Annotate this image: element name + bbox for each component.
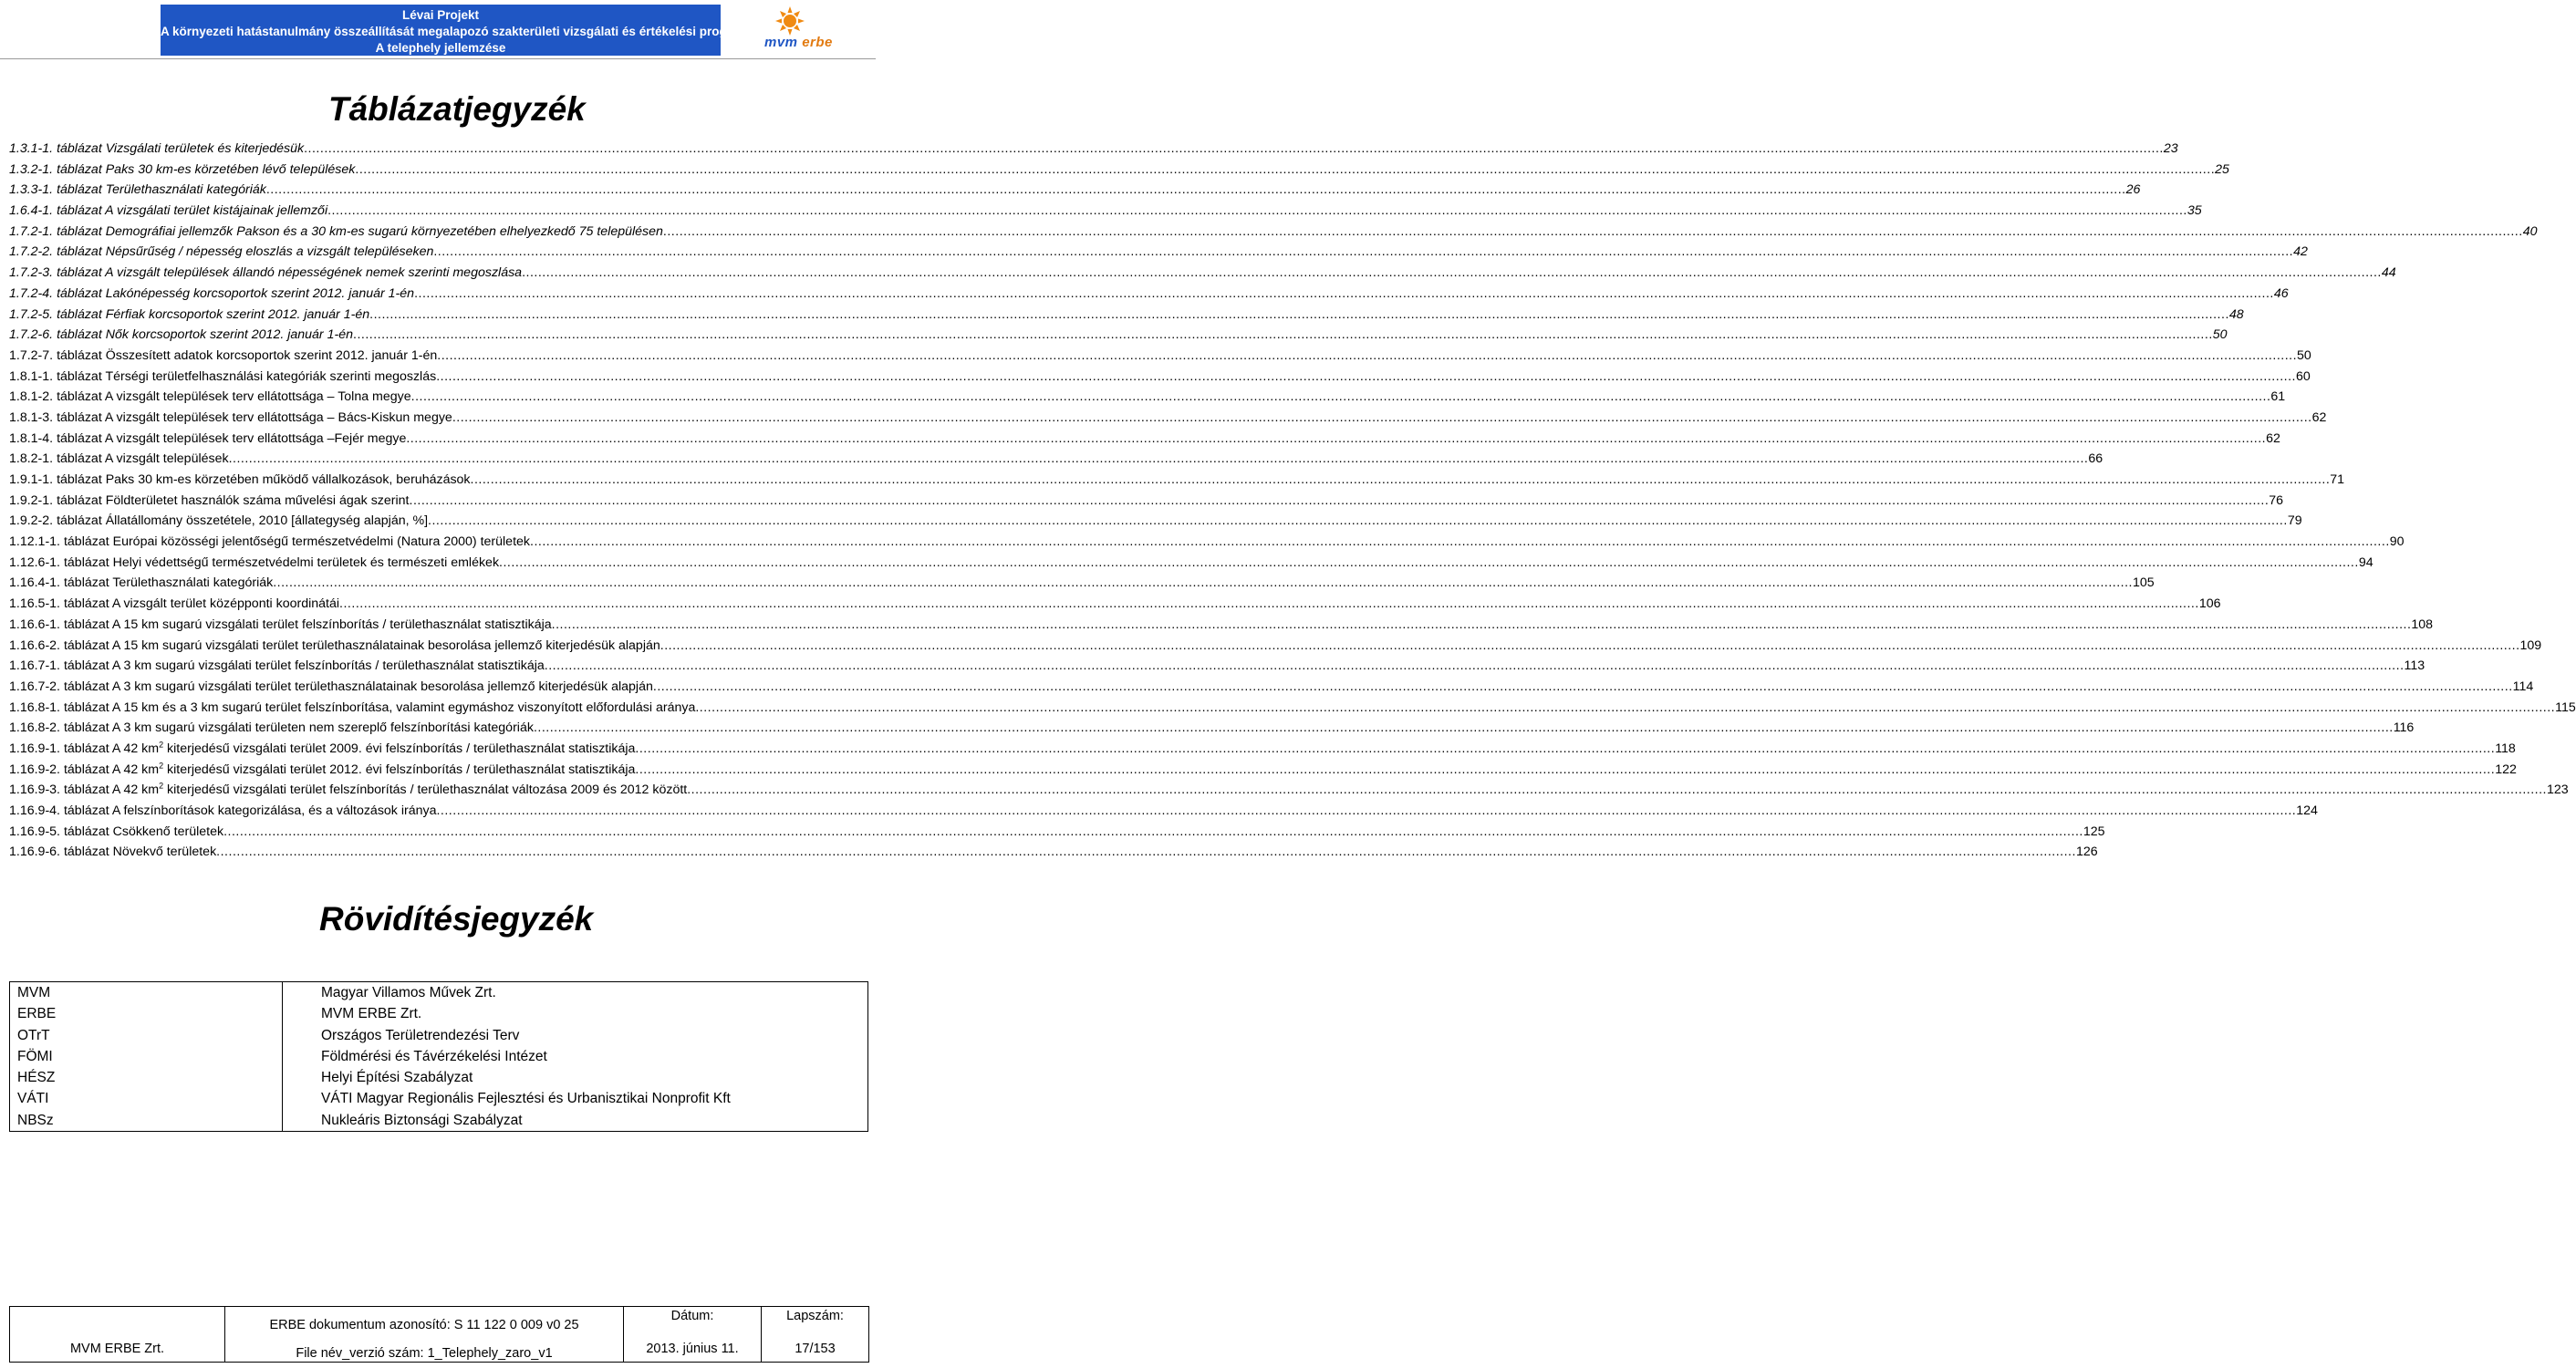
- toc-page-number: 48: [2228, 306, 2244, 322]
- toc-leader-dots: [545, 656, 2405, 677]
- toc-page-number: 108: [2411, 617, 2434, 632]
- toc-entry-text: [9, 718, 534, 739]
- toc-entry-caption: táblázat A 15 km sugarú vizsgálati terület területhasználatainak besorolása jellemző kiterjedésük alapján: [63, 637, 660, 653]
- toc-entry-caption: táblázat Térségi területfelhasználási kategóriák szerinti megoszlás: [57, 368, 437, 384]
- toc-entry-number: 1.8.1-1.: [9, 368, 54, 384]
- toc-leader-dots: [471, 470, 2331, 491]
- toc-entry-text: [9, 470, 471, 491]
- toc-entry-caption: táblázat Népsűrűség / népesség eloszlás a vizsgált településeken: [57, 244, 434, 260]
- toc-page-number: 114: [2512, 679, 2534, 694]
- toc-leader-dots: [355, 160, 2215, 181]
- toc-entry-caption: táblázat A 3 km sugarú vizsgálati terület felszínborítás / területhasználat statisztikája: [63, 658, 545, 674]
- toc-entry-number: 1.16.9-4.: [9, 803, 61, 818]
- toc-page-number: 126: [2075, 845, 2098, 860]
- toc-page-number: 122: [2495, 762, 2517, 777]
- toc-entry[interactable]: [9, 573, 2155, 594]
- toc-entry-text: [9, 284, 414, 305]
- header-subtitle: A környezeti hatástanulmány összeállítását megalapozó szakterületi vizsgálati és értékelési programok: [161, 25, 764, 38]
- logo-text: [764, 35, 833, 50]
- toc-entry[interactable]: [9, 801, 2318, 822]
- abbreviation-meaning: Nukleáris Biztonsági Szabályzat: [321, 1112, 523, 1128]
- toc-entry-number: 1.16.9-3.: [9, 782, 61, 798]
- toc-entry-text: [9, 573, 273, 594]
- toc-entry-caption: táblázat Paks 30 km-es körzetében működő vállalkozások, beruházások: [57, 472, 471, 487]
- toc-entry-caption: táblázat Férfiak korcsoportok szerint 2012. január 1-én: [57, 306, 370, 322]
- toc-entry-caption: táblázat Növekvő területek: [63, 845, 217, 860]
- toc-entry-caption: táblázat Paks 30 km-es körzetében lévő települések: [57, 161, 356, 177]
- footer-page-cell: [762, 1307, 869, 1363]
- toc-leader-dots: [653, 677, 2513, 698]
- toc-leader-dots: [687, 780, 2547, 801]
- toc-entry-text: [9, 305, 369, 326]
- toc-page-number: 50: [2212, 327, 2228, 343]
- abbreviation: ERBE: [17, 1006, 57, 1022]
- abbreviation: OTrT: [17, 1027, 50, 1043]
- toc-entry[interactable]: [9, 284, 2289, 305]
- toc-entry-number: 1.6.4-1.: [9, 203, 54, 219]
- toc-entry-caption: táblázat A 15 km és a 3 km sugarú terület felszínborítása, valamint egymáshoz viszonyított előfordulási aránya: [63, 700, 696, 715]
- toc-leader-dots: [452, 408, 2312, 429]
- toc-entry-text: [9, 677, 653, 698]
- toc-page-number: 35: [2186, 203, 2202, 219]
- toc-leader-dots: [353, 325, 2213, 346]
- toc-leader-dots: [635, 760, 2495, 781]
- toc-entry-caption-rest: kiterjedésű vizsgálati terület 2012. évi felszínborítás / területhasználat statisztikája: [163, 762, 636, 777]
- toc-leader-dots: [229, 449, 2089, 470]
- toc-page-number: 106: [2198, 596, 2221, 612]
- abbreviation-meaning: Országos Területrendezési Terv: [321, 1027, 520, 1043]
- toc-entry-number: 1.16.7-1.: [9, 658, 61, 674]
- toc-page-number: 123: [2547, 782, 2569, 798]
- toc-entry[interactable]: [9, 491, 2284, 512]
- toc-entry-text: [9, 801, 436, 822]
- toc-entry-caption: táblázat Földterületet használók száma művelési ágak szerint: [57, 492, 410, 508]
- toc-page-number: 113: [2404, 658, 2425, 674]
- abbreviation-meaning: Földmérési és Távérzékelési Intézet: [321, 1048, 547, 1064]
- toc-page-number: 79: [2287, 513, 2302, 529]
- abbreviation: MVM: [17, 985, 51, 1000]
- toc-entry-caption: táblázat A 42 km: [63, 782, 160, 798]
- footer-company-cell: [10, 1307, 225, 1363]
- toc-entry-number: 1.12.6-1.: [9, 554, 61, 570]
- toc-page-number: 116: [2393, 720, 2415, 736]
- toc-entry-caption: táblázat Területhasználati kategóriák: [57, 182, 266, 198]
- toc-entry-number: 1.16.5-1.: [9, 596, 61, 612]
- toc-leader-dots: [216, 842, 2076, 863]
- toc-entry[interactable]: [9, 222, 2538, 243]
- toc-entry[interactable]: [9, 842, 2098, 863]
- toc-entry-number: 1.9.2-1.: [9, 492, 54, 508]
- toc-entry-superscript: 2: [159, 781, 164, 791]
- footer-date: 2013. június 11.: [646, 1342, 739, 1356]
- toc-entry-number: 1.8.2-1.: [9, 451, 54, 467]
- toc-page-number: 61: [2270, 389, 2286, 405]
- toc-entry-number: 1.7.2-1.: [9, 223, 54, 239]
- toc-leader-dots: [660, 636, 2520, 657]
- toc-leader-dots: [273, 573, 2133, 594]
- toc-entry-caption: táblázat A vizsgált települések: [57, 451, 229, 467]
- toc-page-number: 25: [2215, 161, 2229, 177]
- toc-entry-number: 1.16.8-2.: [9, 720, 61, 736]
- footer-company: MVM ERBE Zrt.: [69, 1342, 165, 1356]
- toc-entry[interactable]: [9, 532, 2405, 553]
- footer-doc-id: ERBE dokumentum azonosító: S 11 122 0 009 v0 25: [269, 1318, 579, 1332]
- toc-entry-number: 1.16.9-1.: [9, 741, 61, 756]
- toc-entry-text: [9, 429, 406, 450]
- toc-entry-text: [9, 325, 353, 346]
- abbreviations-table: [9, 981, 868, 1132]
- toc-leader-dots: [428, 511, 2288, 532]
- toc-entry-text: [9, 263, 522, 284]
- toc-entry-number: 1.16.4-1.: [9, 575, 61, 591]
- toc-leader-dots: [410, 491, 2270, 512]
- toc-leader-dots: [530, 532, 2390, 553]
- toc-page-number: 60: [2295, 368, 2311, 384]
- toc-entry-number: 1.8.1-4.: [9, 430, 54, 446]
- toc-entry-caption: táblázat A 3 km sugarú vizsgálati terület területhasználatainak besorolása jellemző kiterjedésük alapján: [63, 679, 653, 694]
- toc-entry-text: [9, 636, 660, 657]
- toc-leader-dots: [266, 180, 2126, 201]
- toc-leader-dots: [522, 263, 2382, 284]
- toc-title: Táblázatjegyzék: [328, 90, 586, 128]
- toc-entry[interactable]: [9, 139, 2178, 160]
- toc-entry-caption: táblázat A 42 km: [63, 741, 160, 756]
- toc-entry[interactable]: [9, 636, 2542, 657]
- abbreviation: FÖMI: [17, 1048, 53, 1064]
- toc-entry-superscript: 2: [159, 740, 164, 750]
- toc-entry-caption: táblázat A 42 km: [63, 762, 160, 777]
- toc-entry-caption: táblázat Nők korcsoportok szerint 2012. január 1-én: [57, 327, 353, 343]
- table-of-tables: [9, 139, 2576, 863]
- toc-leader-dots: [414, 284, 2274, 305]
- toc-entry[interactable]: [9, 387, 2286, 408]
- toc-leader-dots: [433, 242, 2293, 263]
- toc-entry-caption: táblázat A 15 km sugarú vizsgálati terület felszínborítás / területhasználat statisztikája: [63, 617, 552, 632]
- toc-entry[interactable]: [9, 201, 2202, 222]
- toc-leader-dots: [369, 305, 2229, 326]
- footer-doc-cell: [225, 1307, 624, 1363]
- toc-entry[interactable]: [9, 698, 2576, 719]
- toc-leader-dots: [327, 201, 2187, 222]
- toc-page-number: 94: [2358, 554, 2373, 570]
- toc-entry[interactable]: [9, 346, 2311, 367]
- toc-leader-dots: [223, 822, 2083, 843]
- toc-page-number: 50: [2297, 347, 2311, 363]
- toc-entry[interactable]: [9, 656, 2425, 677]
- mvm-erbe-logo: [755, 5, 847, 55]
- toc-entry-number: 1.16.9-6.: [9, 845, 61, 860]
- toc-entry[interactable]: [9, 553, 2373, 574]
- toc-leader-dots: [437, 346, 2297, 367]
- toc-entry-text: [9, 491, 410, 512]
- toc-page-number: 62: [2311, 409, 2327, 425]
- toc-entry[interactable]: [9, 718, 2415, 739]
- toc-entry-number: 1.7.2-7.: [9, 347, 54, 363]
- abbreviation: VÁTI: [17, 1091, 49, 1107]
- toc-entry[interactable]: [9, 242, 2308, 263]
- toc-entry-text: [9, 656, 545, 677]
- abbreviation-keys: [10, 982, 283, 1132]
- toc-page-number: 40: [2522, 223, 2538, 239]
- toc-entry-caption: táblázat A vizsgálati terület kistájainak jellemzői: [57, 203, 328, 219]
- toc-entry[interactable]: [9, 780, 2569, 801]
- toc-entry-number: 1.3.3-1.: [9, 182, 54, 198]
- toc-entry-number: 1.12.1-1.: [9, 534, 61, 550]
- toc-entry-text: [9, 222, 663, 243]
- toc-page-number: 23: [2163, 141, 2178, 156]
- toc-leader-dots: [534, 718, 2394, 739]
- abbreviation: HÉSZ: [17, 1070, 56, 1086]
- toc-entry[interactable]: [9, 367, 2311, 388]
- toc-entry-number: 1.7.2-6.: [9, 327, 54, 343]
- toc-entry-caption: táblázat Csökkenő területek: [63, 824, 224, 839]
- toc-entry[interactable]: [9, 739, 2516, 760]
- toc-entry-caption-rest: kiterjedésű vizsgálati terület felszínborítás / területhasználat változása 2009 és 2012 között: [163, 782, 688, 798]
- page-header: [0, 0, 876, 59]
- toc-entry-caption: táblázat Helyi védettségű természetvédelmi területek és természeti emlékek: [63, 554, 500, 570]
- toc-entry-text: [9, 760, 635, 781]
- toc-entry-number: 1.16.9-2.: [9, 762, 61, 777]
- toc-entry-caption: táblázat Európai közösségi jelentőségű természetvédelmi (Natura 2000) területek: [63, 534, 530, 550]
- toc-entry-caption: táblázat A vizsgált terület középponti koordinátái: [63, 596, 340, 612]
- toc-entry-text: [9, 842, 216, 863]
- toc-entry-text: [9, 387, 411, 408]
- toc-page-number: 105: [2132, 575, 2155, 591]
- toc-entry-text: [9, 822, 223, 843]
- toc-entry-text: [9, 201, 327, 222]
- logo-mvm: mvm: [764, 35, 798, 50]
- toc-entry-text: [9, 180, 266, 201]
- abbreviation: NBSz: [17, 1112, 54, 1128]
- toc-entry[interactable]: [9, 449, 2103, 470]
- toc-entry[interactable]: [9, 470, 2345, 491]
- toc-entry-text: [9, 449, 229, 470]
- toc-entry[interactable]: [9, 305, 2244, 326]
- toc-page-number: 71: [2330, 472, 2345, 487]
- toc-page-number: 90: [2389, 534, 2405, 550]
- toc-entry-text: [9, 511, 428, 532]
- toc-entry-number: 1.3.1-1.: [9, 141, 54, 156]
- toc-leader-dots: [436, 367, 2296, 388]
- toc-entry-number: 1.16.6-2.: [9, 637, 61, 653]
- toc-entry-text: [9, 553, 499, 574]
- toc-leader-dots: [436, 801, 2296, 822]
- abbreviation-meaning: Magyar Villamos Művek Zrt.: [321, 985, 496, 1000]
- toc-page-number: 46: [2273, 285, 2289, 301]
- toc-entry-number: 1.9.2-2.: [9, 513, 54, 529]
- toc-entry[interactable]: [9, 615, 2434, 636]
- toc-entry-caption: táblázat A vizsgált települések állandó népességének nemek szerinti megoszlása: [57, 265, 523, 281]
- toc-leader-dots: [339, 594, 2199, 615]
- toc-entry-superscript: 2: [159, 760, 164, 770]
- header-project: Lévai Projekt: [401, 8, 480, 22]
- toc-page-number: 66: [2088, 451, 2103, 467]
- abbreviation-meaning: Helyi Építési Szabályzat: [321, 1070, 473, 1086]
- toc-entry-text: [9, 242, 433, 263]
- toc-entry-caption: táblázat Állatállomány összetétele, 2010 [állategység alapján, %]: [57, 513, 429, 529]
- toc-entry-number: 1.3.2-1.: [9, 161, 54, 177]
- header-title-box: [161, 5, 764, 56]
- toc-entry-number: 1.8.1-2.: [9, 389, 54, 405]
- page-footer: [9, 1306, 869, 1363]
- abbreviation-values: [283, 982, 868, 1132]
- toc-page-number: 26: [2125, 182, 2141, 198]
- toc-entry-text: [9, 532, 530, 553]
- toc-leader-dots: [635, 739, 2495, 760]
- toc-entry-text: [9, 139, 304, 160]
- toc-page-number: 44: [2381, 265, 2396, 281]
- footer-date-cell: [624, 1307, 762, 1363]
- toc-entry-number: 1.16.6-1.: [9, 617, 61, 632]
- toc-entry-number: 1.7.2-5.: [9, 306, 54, 322]
- header-section: A telephely jellemzése: [375, 41, 506, 55]
- toc-entry-caption: táblázat A vizsgált települések terv ellátottsága –Fejér megye: [57, 430, 407, 446]
- toc-leader-dots: [552, 615, 2412, 636]
- toc-entry-number: 1.9.1-1.: [9, 472, 54, 487]
- toc-page-number: 42: [2293, 244, 2308, 260]
- footer-date-label: Dátum:: [670, 1309, 714, 1323]
- toc-entry[interactable]: [9, 594, 2221, 615]
- toc-entry-number: 1.16.7-2.: [9, 679, 61, 694]
- toc-entry[interactable]: [9, 760, 2517, 781]
- toc-entry-text: [9, 780, 687, 801]
- toc-page-number: 109: [2519, 637, 2542, 653]
- toc-entry-text: [9, 739, 635, 760]
- toc-entry-text: [9, 160, 355, 181]
- toc-leader-dots: [304, 139, 2164, 160]
- toc-entry-text: [9, 698, 695, 719]
- toc-page-number: 62: [2266, 430, 2280, 446]
- toc-entry[interactable]: [9, 408, 2327, 429]
- sun-logo-icon: [755, 5, 847, 36]
- toc-entry[interactable]: [9, 677, 2534, 698]
- toc-entry[interactable]: [9, 822, 2105, 843]
- toc-entry-caption: táblázat Összesített adatok korcsoportok szerint 2012. január 1-én: [57, 347, 438, 363]
- toc-page-number: 124: [2296, 803, 2318, 818]
- toc-entry-text: [9, 408, 452, 429]
- toc-entry[interactable]: [9, 325, 2228, 346]
- toc-entry-caption: táblázat A felszínborítások kategorizálása, és a változások iránya: [63, 803, 437, 818]
- footer-page: 17/153: [795, 1342, 836, 1356]
- toc-entry[interactable]: [9, 180, 2141, 201]
- toc-entry[interactable]: [9, 263, 2396, 284]
- toc-entry-caption: táblázat Vizsgálati területek és kiterjedésük: [57, 141, 305, 156]
- toc-entry-text: [9, 367, 436, 388]
- footer-file: File név_verzió szám: 1_Telephely_zaro_v1: [296, 1346, 553, 1361]
- toc-entry-number: 1.8.1-3.: [9, 409, 54, 425]
- logo-erbe: erbe: [802, 35, 833, 50]
- toc-page-number: 118: [2495, 741, 2516, 756]
- toc-leader-dots: [499, 553, 2359, 574]
- toc-entry-number: 1.7.2-3.: [9, 265, 54, 281]
- toc-leader-dots: [406, 429, 2266, 450]
- toc-entry-caption: táblázat A vizsgált települések terv ellátottsága – Tolna megye: [57, 389, 411, 405]
- toc-page-number: 76: [2269, 492, 2284, 508]
- toc-entry[interactable]: [9, 429, 2280, 450]
- toc-entry-caption: táblázat Lakónépesség korcsoportok szerint 2012. január 1-én: [57, 285, 415, 301]
- toc-entry-number: 1.16.9-5.: [9, 824, 61, 839]
- toc-entry[interactable]: [9, 511, 2302, 532]
- toc-page-number: 115: [2555, 700, 2576, 715]
- toc-leader-dots: [695, 698, 2555, 719]
- toc-entry-caption: táblázat A vizsgált települések terv ellátottsága – Bács-Kiskun megye: [57, 409, 452, 425]
- toc-entry-caption: táblázat Területhasználati kategóriák: [63, 575, 274, 591]
- toc-entry-number: 1.16.8-1.: [9, 700, 61, 715]
- toc-entry-number: 1.7.2-4.: [9, 285, 54, 301]
- toc-leader-dots: [411, 387, 2271, 408]
- toc-entry-text: [9, 346, 437, 367]
- toc-entry-caption-rest: kiterjedésű vizsgálati terület 2009. évi felszínborítás / területhasználat statisztikája: [163, 741, 636, 756]
- toc-entry-text: [9, 594, 339, 615]
- toc-entry-text: [9, 615, 552, 636]
- toc-leader-dots: [663, 222, 2523, 243]
- toc-page-number: 125: [2083, 824, 2105, 839]
- abbreviations-title: Rövidítésjegyzék: [319, 900, 594, 938]
- toc-entry-number: 1.7.2-2.: [9, 244, 54, 260]
- toc-entry[interactable]: [9, 160, 2229, 181]
- abbreviation-meaning: MVM ERBE Zrt.: [321, 1006, 422, 1022]
- abbreviation-meaning: VÁTI Magyar Regionális Fejlesztési és Urbanisztikai Nonprofit Kft: [321, 1091, 731, 1107]
- toc-entry-caption: táblázat Demográfiai jellemzők Pakson és a 30 km-es sugarú környezetében elhelyezkedő 75 településen: [57, 223, 663, 239]
- toc-entry-caption: táblázat A 3 km sugarú vizsgálati területen nem szereplő felszínborítási kategóriák: [63, 720, 534, 736]
- footer-page-label: Lapszám:: [786, 1309, 844, 1323]
